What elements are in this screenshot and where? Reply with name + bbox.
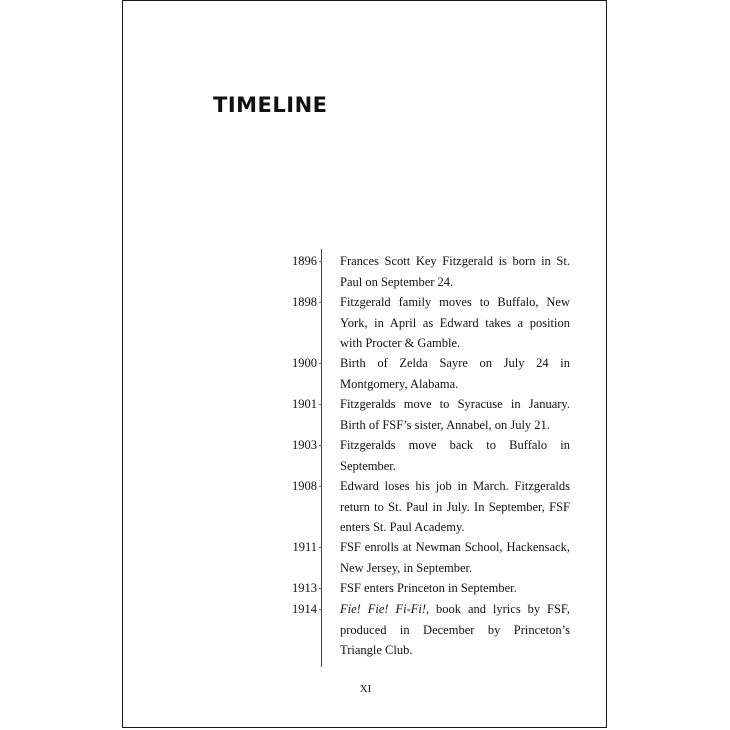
entry-tick: [319, 486, 322, 487]
entry-tick: [319, 404, 322, 405]
entry-text: Birth of Zelda Sayre on July 24 in Montgomery, Alabama.: [340, 356, 570, 391]
entry-text: Fitzgerald family moves to Buffalo, New York, in April as Edward takes a position with Procter & Gamble.: [340, 295, 570, 350]
entry-tick: [319, 261, 322, 262]
timeline-rule: [321, 249, 322, 667]
entry-text: Fitzgeralds move back to Buffalo in September.: [340, 438, 570, 473]
entry-tick: [319, 363, 322, 364]
entry-text: [340, 599, 570, 661]
entry-year: 1913: [292, 581, 317, 595]
entry-year: 1914: [292, 602, 317, 616]
entry-year: 1898: [292, 295, 317, 309]
entry-tick: [319, 547, 322, 548]
entry-tick: [319, 445, 322, 446]
work-title: Fie! Fie! Fi-Fi!: [340, 602, 427, 616]
page-title: TIMELINE: [213, 93, 328, 117]
book-page: [122, 0, 607, 728]
entry-tick: [319, 609, 322, 610]
entry-year: 1911: [292, 540, 317, 554]
entry-year: 1896: [292, 254, 317, 268]
entry-text-rest: , book and lyrics by FSF, produced in December by Princeton’s Triangle Club.: [340, 602, 570, 657]
entry-year: 1901: [292, 397, 317, 411]
entry-text: Fitzgeralds move to Syracuse in January. Birth of FSF’s sister, Annabel, on July 21.: [340, 397, 570, 432]
entry-tick: [319, 588, 322, 589]
entry-text: Frances Scott Key Fitzgerald is born in St. Paul on September 24.: [340, 254, 570, 289]
page-number: XI: [359, 683, 372, 695]
entry-tick: [319, 302, 322, 303]
entry-year: 1908: [292, 479, 317, 493]
entry-year: 1903: [292, 438, 317, 452]
entry-year: 1900: [292, 356, 317, 370]
entry-text: FSF enters Princeton in September.: [340, 581, 517, 595]
entry-text: FSF enrolls at Newman School, Hackensack, New Jersey, in September.: [340, 540, 570, 575]
entry-text: Edward loses his job in March. Fitzgeralds return to St. Paul in July. In September, FSF enters St. Paul Academy.: [340, 479, 570, 534]
